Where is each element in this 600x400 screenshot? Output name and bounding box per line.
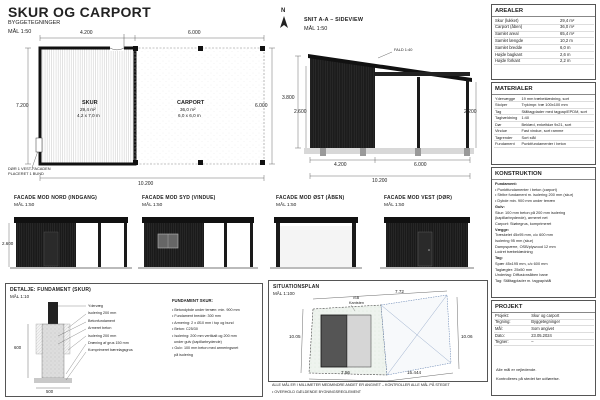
site-top-dim: 7.72 — [395, 289, 404, 294]
page-title: SKUR OG CARPORT — [8, 4, 151, 20]
door-note-1: DØR 1 VEST-FACADEN — [8, 166, 51, 171]
site-left-dim: 10.05 — [289, 334, 301, 339]
site-plan-drawing — [269, 281, 489, 383]
list-item: • Dybde min. 900 mm under terræn — [495, 199, 556, 204]
list-item: Carport: Støbegrus, komprimeret — [495, 221, 552, 226]
plan-dim-bottom: 10.200 — [138, 181, 154, 187]
floor-plan-drawing — [0, 0, 280, 190]
detail-note: • Armering: 2 x Ø10 mm i top og bund — [172, 320, 234, 325]
section-height-mid: 2.600 — [294, 109, 307, 115]
facade-east-scale: MÅL 1:50 — [276, 203, 297, 208]
site-plan-panel — [268, 280, 488, 382]
detail-notes — [172, 307, 262, 358]
list-item: Træskelet 45x95 mm, c/c 600 mm — [495, 233, 553, 238]
section-dim-left: 4.200 — [334, 162, 347, 168]
row-key: Dør — [495, 121, 502, 127]
row-key: Mål: — [495, 326, 503, 332]
list-item: Lodret træbeklædning — [495, 250, 533, 255]
facades-row — [0, 190, 490, 280]
detail-note: • Isolering: 200 mm vertikalt og 200 mm — [172, 333, 237, 338]
areas-panel — [491, 4, 596, 80]
facade-north-dim: 2.600 — [2, 241, 14, 246]
shed-size: 4,2 x 7,0 m — [77, 113, 100, 118]
row-value: Skur og carport — [531, 312, 560, 318]
project-panel — [491, 300, 596, 396]
row-value: Beklæd, enkeltdør 9x21, sort — [521, 121, 572, 127]
list-item: Gulv: — [495, 204, 505, 209]
list-item: Skur: 100 mm beton på 200 mm isolering — [495, 210, 566, 215]
table-row — [494, 24, 594, 31]
project-title: PROJEKT — [492, 301, 595, 313]
section-height-left: 3.800 — [282, 95, 295, 101]
page-subtitle: BYGGETEGNINGER — [8, 20, 61, 26]
detail-note: på isolering — [172, 352, 193, 357]
detail-note: • Gulv: 100 mm beton med armeringsnet — [172, 346, 239, 351]
detail-title: DETALJE: FUNDAMENT (SKUR) — [10, 287, 92, 293]
table-row — [494, 141, 594, 147]
shed-label: SKUR — [82, 100, 98, 106]
row-key: Tag — [495, 108, 502, 114]
row-value: Sort stål — [521, 134, 536, 140]
list-item: Tag: — [495, 256, 503, 261]
project-table — [494, 313, 594, 346]
section-slope: FALD 1:40 — [394, 47, 413, 52]
section-title: SNIT A-A – SIDEVIEW — [304, 17, 364, 23]
section-scale: MÅL 1:50 — [304, 26, 328, 32]
list-item: Fundament: — [495, 182, 517, 186]
project-note-2: Kontrolleres på stedet før udførelse. — [496, 376, 560, 381]
row-key: Carport (åben) — [495, 24, 523, 30]
page-scale: MÅL 1:50 — [8, 29, 32, 35]
section-dim-right: 6.000 — [414, 162, 427, 168]
list-item: Isolering 95 mm (skur) — [495, 239, 534, 244]
section-drawing — [280, 0, 480, 190]
facade-north-title: FACADE MOD NORD (INDGANG) — [14, 195, 98, 201]
row-key: Taghældning — [495, 115, 518, 121]
table-row — [494, 58, 594, 65]
row-key: Højde forkant — [495, 58, 521, 64]
detail-label: Isolering 200 mm — [88, 333, 117, 338]
list-item: (kapillarbrydende), armeret net — [495, 216, 548, 221]
table-row — [494, 31, 594, 38]
table-row — [494, 38, 594, 45]
row-value: 23.05.2024 — [531, 332, 552, 338]
site-note-1: ISB — [353, 296, 360, 300]
site-scale: MÅL 1:100 — [273, 291, 295, 296]
list-item: Tag: Ståltagplader m. tagpap/stål — [495, 278, 552, 283]
detail-label: Ydervæg — [88, 304, 103, 308]
facade-south-title: FACADE MOD SYD (VINDUE) — [142, 195, 216, 201]
construction-list — [492, 180, 595, 287]
row-key: Samlet areal — [495, 31, 519, 37]
detail-note: • Beton: C25/30 — [172, 327, 198, 332]
footer-line-1: ALLE MÅL ER I MILLIMETER MEDMINDRE ANDET ER ANGIVET – KONTROLLER ALLE MÅL PÅ STEDET — [272, 383, 450, 387]
detail-note: under gulv (kapillarbrydende) — [172, 340, 222, 345]
row-value: Ståltagplader med tagpap/EPDM, sort — [521, 108, 587, 114]
detail-dim-height: 600 — [14, 345, 22, 350]
areas-title: AREALER — [492, 5, 595, 17]
facade-west-title: FACADE MOD VEST (DØR) — [384, 195, 453, 201]
row-value: 10,2 m — [560, 38, 573, 44]
row-value: – — [531, 339, 534, 345]
plan-dim-top-right: 6.000 — [188, 30, 201, 36]
table-row — [494, 339, 594, 346]
detail-labels — [88, 303, 148, 355]
table-row — [494, 319, 594, 326]
row-key: Stolper — [495, 102, 508, 108]
door-note-2: PLACERET 1 BUND — [8, 171, 44, 176]
row-value: 2,2 m — [560, 58, 571, 64]
row-value: 65,4 m² — [560, 31, 575, 37]
row-key: Fundament — [495, 140, 515, 146]
list-item: Taglægter: 25x50 mm — [495, 267, 533, 272]
materials-title: MATERIALER — [492, 83, 595, 95]
carport-label: CARPORT — [177, 100, 205, 106]
row-key: Skur (lukket) — [495, 17, 519, 23]
row-key: Ydervægge — [495, 95, 516, 101]
row-value: Trykimpr. træ 100x100 mm — [521, 102, 568, 108]
row-value: 36,0 m² — [560, 24, 575, 30]
list-item: Vægge: — [495, 227, 510, 232]
footer-line-2: • OVERHOLD GÆLDENDE BYGNINGSREGLEMENT — [272, 390, 361, 394]
table-row — [494, 326, 594, 333]
section-view — [280, 0, 480, 190]
facades-drawing — [0, 190, 490, 280]
row-key: Samlet længde — [495, 38, 524, 44]
row-key: Projekt: — [495, 312, 509, 318]
site-right-dim: 10.06 — [461, 334, 473, 339]
plan-dim-left: 7.200 — [16, 103, 29, 109]
row-value: 6,0 m — [560, 44, 571, 50]
construction-title: KONSTRUKTION — [492, 168, 595, 180]
row-value: Som angivet — [531, 326, 555, 332]
row-value: 1:40 — [521, 115, 530, 121]
project-note-1: Alle mål er vejledende. — [496, 367, 537, 372]
row-value: 29,4 m² — [560, 17, 575, 23]
section-height-right: 2.200 — [464, 109, 477, 115]
detail-scale: MÅL 1:10 — [10, 294, 30, 299]
floor-plan — [0, 0, 280, 190]
row-value: Byggetegninger — [531, 319, 560, 325]
facade-south-scale: MÅL 1:50 — [142, 203, 163, 208]
row-key: Vindue — [495, 128, 508, 134]
plan-dim-top-left: 4.200 — [80, 30, 93, 36]
row-key: Tagrender — [495, 134, 513, 140]
row-key: Samlet bredde — [495, 44, 523, 50]
detail-label: Armeret beton — [88, 326, 112, 331]
areas-table — [494, 18, 594, 65]
detail-label: Dræning af grus 150 mm — [88, 341, 129, 346]
list-item: • Punktfundamenter i beton (carport) — [495, 187, 558, 192]
row-key: Tegning: — [495, 319, 511, 325]
detail-note: • Fundament bredde: 300 mm — [172, 314, 221, 319]
site-bottom-dim-1: 7.56 — [341, 370, 350, 375]
detail-note: • Betondybde under terræn: min. 900 mm — [172, 308, 240, 312]
plan-dim-right: 6.000 — [255, 103, 268, 109]
table-row — [494, 51, 594, 58]
row-value: 2,6 m — [560, 51, 571, 57]
materials-panel — [491, 82, 596, 165]
row-key: Dato: — [495, 332, 505, 338]
carport-size: 6,0 x 6,0 m — [178, 113, 201, 118]
site-note-2: Kantsten — [349, 301, 364, 305]
facade-east-title: FACADE MOD ØST (ÅBEN) — [276, 195, 345, 201]
list-item: Dampspærre, OSB/plywood 12 mm — [495, 244, 556, 249]
facade-west-scale: MÅL 1:50 — [384, 203, 405, 208]
detail-label: Komprimeret bærelagsgrus — [88, 348, 133, 353]
carport-area: 36,0 m² — [180, 107, 196, 112]
table-row — [494, 333, 594, 340]
north-label: N — [281, 8, 286, 14]
detail-notes-title: FUNDAMENT SKUR: — [172, 298, 213, 303]
materials-table — [494, 96, 594, 148]
list-item: • Stribe fundament m. isolering 200 mm (skur) — [495, 193, 574, 198]
list-item: Undertag: Diffusionsåben bane — [495, 273, 548, 278]
list-item: Spær 45x195 mm, c/c 600 mm — [495, 261, 548, 266]
row-value: Fast vindue, sort ramme — [521, 128, 564, 134]
detail-label: Betonfundament — [88, 318, 116, 323]
shed-area: 29,4 m² — [80, 107, 96, 112]
facade-north-scale: MÅL 1:50 — [14, 203, 35, 208]
foundation-detail-panel — [5, 283, 263, 397]
section-dim-total: 10.200 — [372, 178, 388, 184]
row-key: Tegner: — [495, 339, 509, 345]
detail-label: Isolering 200 mm — [88, 311, 117, 316]
construction-panel — [491, 167, 596, 298]
row-value: Punktfundamenter i beton — [521, 140, 566, 146]
table-row — [494, 45, 594, 52]
row-key: Højde bagkant — [495, 51, 523, 57]
site-title: SITUATIONSPLAN — [273, 284, 320, 290]
site-bottom-dim-2: 15.444 — [407, 370, 422, 375]
row-value: 19 mm træbeklædning, sort — [521, 95, 570, 101]
detail-dim-width: 500 — [46, 389, 54, 394]
